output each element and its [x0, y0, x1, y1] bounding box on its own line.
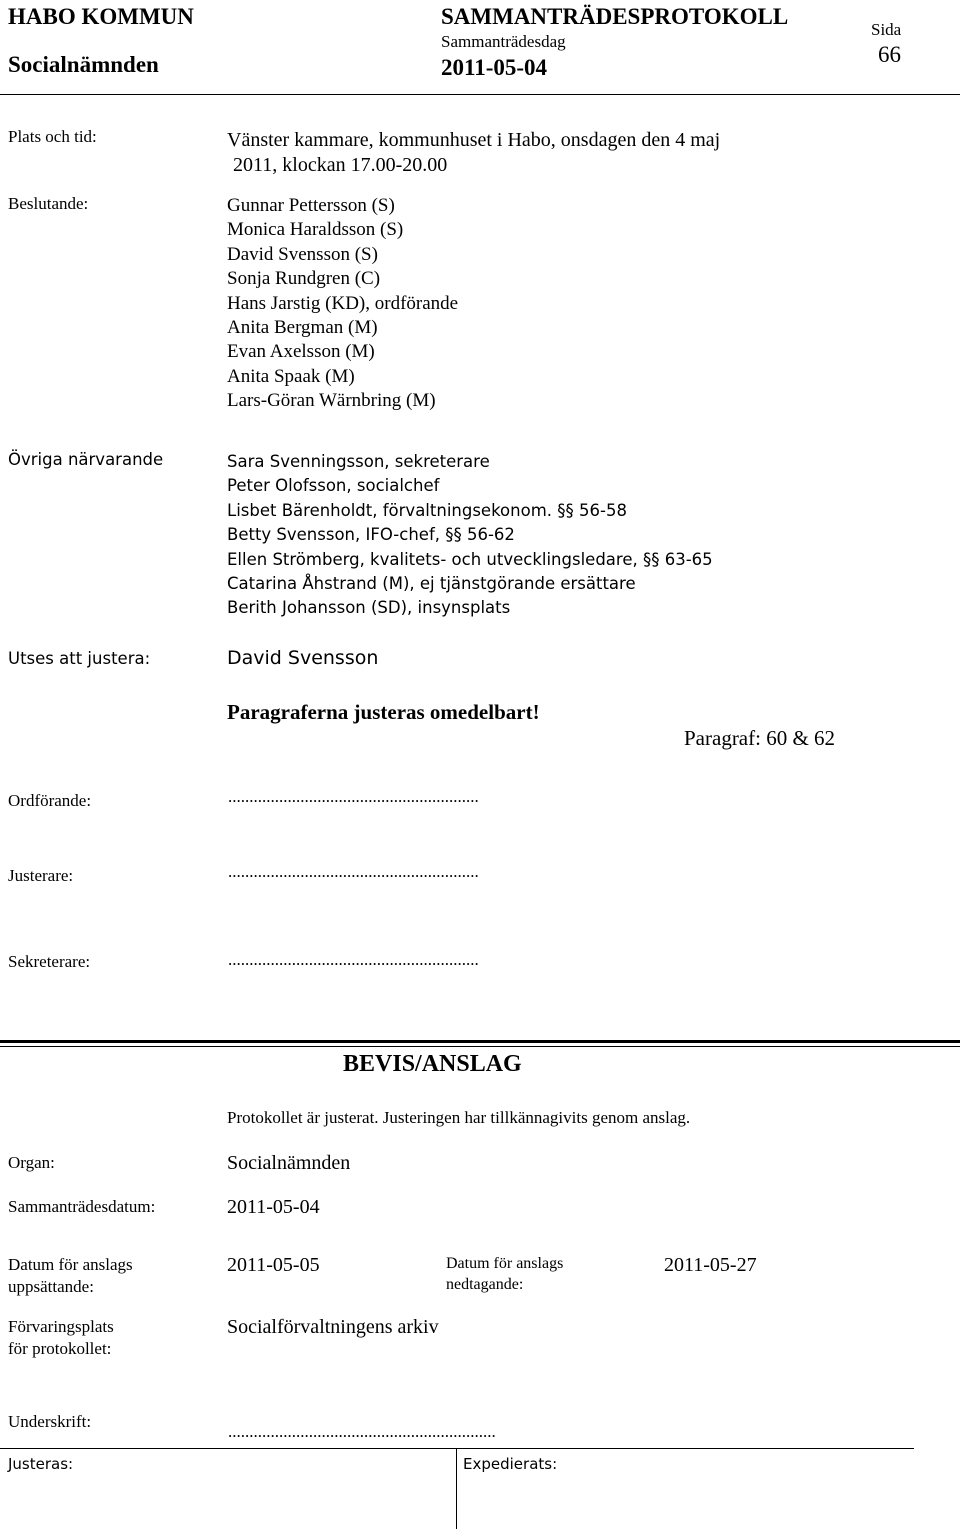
- list-item: Anita Spaak (M): [227, 365, 355, 387]
- immediate-note: Paragraferna justeras omedelbart!: [227, 700, 540, 724]
- organ-value: Socialnämnden: [227, 1152, 351, 1174]
- meeting-date-label: Sammanträdesdag: [441, 32, 566, 51]
- place-line-1: Vänster kammare, kommunhuset i Habo, onsdagen den 4 maj: [227, 129, 721, 151]
- others-label: Övriga närvarande: [8, 450, 164, 469]
- chair-label: Ordförande:: [8, 791, 92, 810]
- removed-label: [446, 1253, 563, 1295]
- signature-line: ...............................................................: [228, 1422, 496, 1441]
- list-item: Lars-Göran Wärnbring (M): [227, 390, 436, 412]
- meeting-date-value: 2011-05-04: [227, 1196, 320, 1218]
- page-number: 66: [878, 42, 901, 67]
- document-title: SAMMANTRÄDESPROTOKOLL: [441, 4, 789, 29]
- chair-signature-line: ...........................................................: [228, 787, 479, 806]
- list-item: Monica Haraldsson (S): [227, 219, 404, 241]
- removed-label-line: nedtagande:: [446, 1276, 524, 1293]
- posted-label-line: Datum för anslags: [8, 1255, 133, 1274]
- org-name: HABO KOMMUN: [8, 4, 194, 29]
- paragraphs: Paragraf: 60 & 62: [684, 726, 836, 750]
- deciding-label: Beslutande:: [8, 194, 89, 213]
- meeting-date-label-2: Sammanträdesdatum:: [8, 1197, 156, 1216]
- list-item: Catarina Åhstrand (M), ej tjänstgörande ersättare: [227, 574, 636, 594]
- posted-date: 2011-05-05: [227, 1254, 320, 1276]
- removed-label-line: Datum för anslags: [446, 1255, 564, 1272]
- header-rule: [0, 94, 960, 95]
- notice-title: BEVIS/ANSLAG: [343, 1051, 522, 1077]
- posted-label: [8, 1254, 133, 1298]
- others-list: [227, 450, 713, 621]
- list-item: Betty Svensson, IFO-chef, §§ 56-62: [227, 525, 515, 545]
- secretary-label: Sekreterare:: [8, 952, 91, 971]
- footer-rule: [0, 1448, 914, 1449]
- adjuster-name: David Svensson: [227, 647, 379, 669]
- list-item: Ellen Strömberg, kvalitets- och utvecklingsledare, §§ 63-65: [227, 549, 713, 569]
- adjuster-sig-label: Justerare:: [8, 866, 74, 885]
- storage-label: [8, 1316, 114, 1360]
- storage-label-line: för protokollet:: [8, 1339, 112, 1358]
- list-item: Berith Johansson (SD), insynsplats: [227, 598, 511, 618]
- storage-value: Socialförvaltningens arkiv: [227, 1316, 439, 1338]
- posted-label-line: uppsättande:: [8, 1277, 94, 1296]
- list-item: Lisbet Bärenholdt, förvaltningsekonom. §§ 56-58: [227, 500, 627, 520]
- place-label: Plats och tid:: [8, 127, 97, 146]
- adjuster-label: Utses att justera:: [8, 649, 151, 668]
- adjuster-signature-line: ...........................................................: [228, 862, 479, 881]
- list-item: Anita Bergman (M): [227, 317, 378, 339]
- deciding-list: [227, 194, 458, 414]
- secretary-signature-line: ...........................................................: [228, 950, 479, 969]
- signature-label: Underskrift:: [8, 1412, 92, 1431]
- list-item: Hans Jarstig (KD), ordförande: [227, 292, 459, 314]
- organ-label: Organ:: [8, 1153, 55, 1172]
- list-item: Peter Olofsson, socialchef: [227, 476, 440, 496]
- page-label: Sida: [871, 20, 902, 39]
- dispatched-label: Expedierats:: [463, 1455, 558, 1473]
- list-item: Gunnar Pettersson (S): [227, 195, 395, 216]
- removed-date: 2011-05-27: [664, 1254, 757, 1276]
- department-name: Socialnämnden: [8, 52, 159, 77]
- list-item: Evan Axelsson (M): [227, 341, 375, 363]
- notice-rule-top: [0, 1040, 960, 1043]
- list-item: Sonja Rundgren (C): [227, 268, 381, 290]
- notice-rule-bottom: [0, 1046, 960, 1047]
- notice-statement: Protokollet är justerat. Justeringen har tillkännagivits genom anslag.: [227, 1108, 691, 1127]
- storage-label-line: Förvaringsplats: [8, 1317, 114, 1336]
- meeting-date: 2011-05-04: [441, 55, 548, 80]
- place-line-2: 2011, klockan 17.00-20.00: [233, 154, 448, 176]
- list-item: Sara Svenningsson, sekreterare: [227, 452, 490, 471]
- adjusted-label: Justeras:: [8, 1455, 74, 1473]
- list-item: David Svensson (S): [227, 243, 378, 265]
- footer-divider: [456, 1448, 457, 1529]
